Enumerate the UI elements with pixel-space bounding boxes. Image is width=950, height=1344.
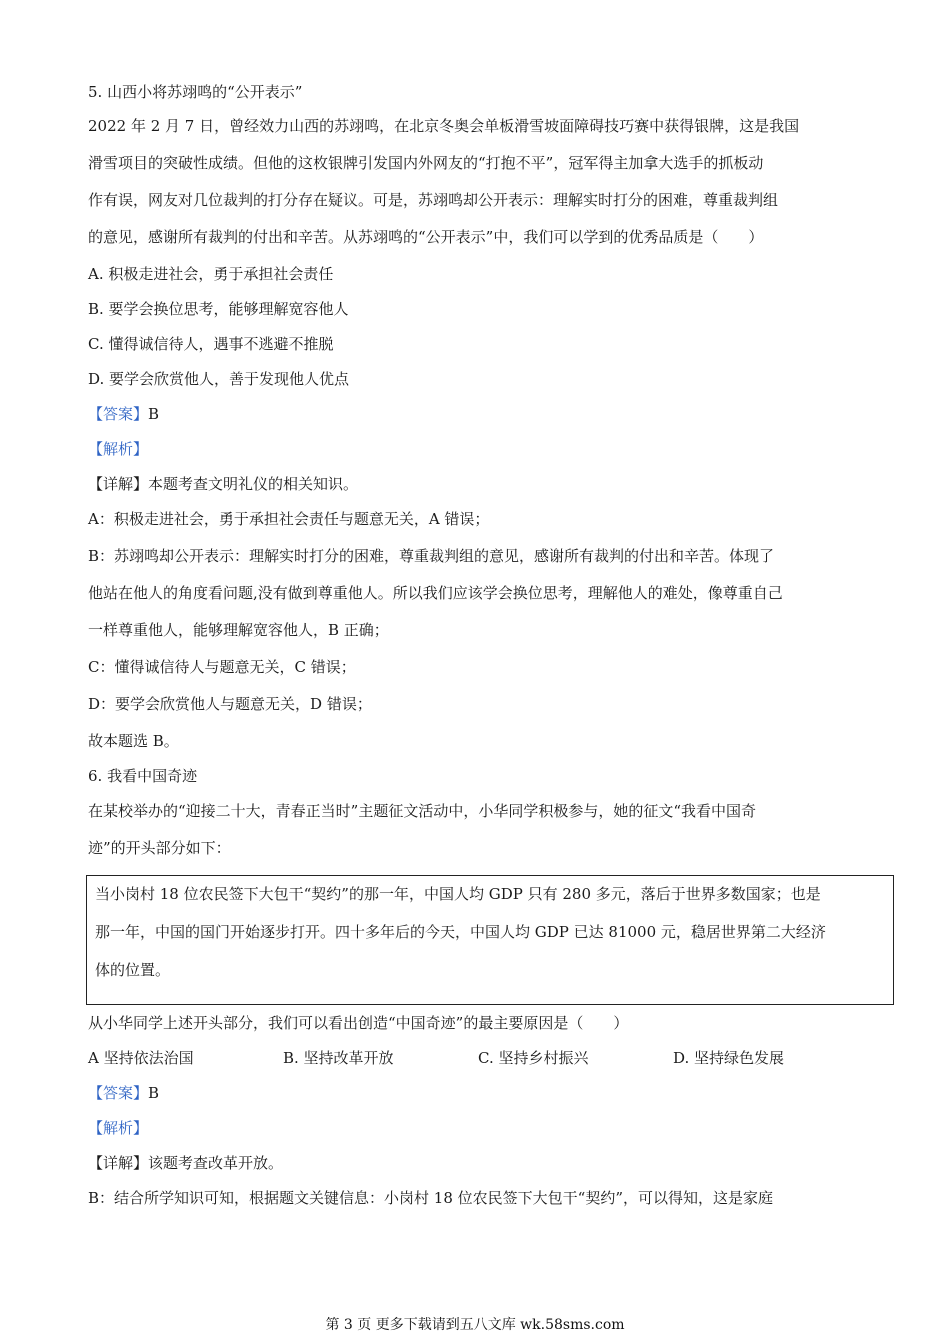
- q6-option-c: C. 坚持乡村振兴: [478, 1049, 589, 1067]
- q6-answer: [88, 1083, 878, 1118]
- q5-detail-line: C：懂得诚信待人与题意无关，C 错误；: [88, 658, 356, 676]
- q6-analysis: [88, 1118, 878, 1153]
- q6-excerpt-line: 那一年，中国的国门开始逐步打开。四十多年后的今天，中国人均 GDP 已达 81000 元，稳居世界第二大经济: [95, 923, 826, 941]
- q5-stem-line: 的意见，感谢所有裁判的付出和辛苦。从苏翊鸣的“公开表示”中，我们可以学到的优秀品质是（ ）: [88, 228, 764, 246]
- q5-stem-line: 作有误，网友对几位裁判的打分存在疑议。可是，苏翊鸣却公开表示：理解实时打分的困难，尊重裁判组: [88, 191, 779, 209]
- answer-value: B: [148, 405, 160, 423]
- q5-detail-line: B：苏翊鸣却公开表示：理解实时打分的困难，尊重裁判组的意见，感谢所有裁判的付出和辛苦。体现了: [88, 547, 775, 565]
- q6-stem-line: 迹”的开头部分如下：: [88, 839, 231, 857]
- q6-option-b: B. 坚持改革开放: [283, 1049, 394, 1067]
- q6-excerpt-line: 体的位置。: [95, 961, 171, 979]
- q5-option-b: B. 要学会换位思考，能够理解宽容他人: [88, 300, 349, 318]
- q5-conclusion: 故本题选 B。: [88, 732, 179, 750]
- detail-tag: 【详解】: [88, 1154, 149, 1172]
- q6-excerpt-box: [86, 875, 894, 1005]
- answer-tag: 【答案】: [88, 1084, 149, 1102]
- q6-excerpt-line: 当小岗村 18 位农民签下大包干“契约”的那一年，中国人均 GDP 只有 280 多元，落后于世界多数国家；也是: [95, 885, 821, 903]
- q5-answer: [88, 404, 878, 439]
- q5-analysis: [88, 439, 878, 474]
- answer-tag: 【答案】: [88, 405, 149, 423]
- q5-title: 5. 山西小将苏翊鸣的“公开表示”: [88, 83, 303, 101]
- q5-detail-intro: [88, 474, 878, 509]
- analysis-tag: 【解析】: [88, 440, 149, 458]
- q5-detail-line: A：积极走进社会，勇于承担社会责任与题意无关，A 错误；: [88, 510, 490, 528]
- page-footer: 第 3 页 更多下载请到五八文库 wk.58sms.com: [325, 1317, 625, 1333]
- q6-detail-intro: [88, 1153, 878, 1188]
- q5-option-c: C. 懂得诚信待人，遇事不逃避不推脱: [88, 335, 334, 353]
- q5-detail-line: D：要学会欣赏他人与题意无关，D 错误；: [88, 695, 372, 713]
- detail-tag: 【详解】: [88, 475, 149, 493]
- document-page: [88, 82, 878, 1225]
- q6-stem-line: 在某校举办的“迎接二十大，青春正当时”主题征文活动中，小华同学积极参与，她的征文“我看中国奇: [88, 802, 757, 820]
- answer-value: B: [148, 1084, 160, 1102]
- q6-question: 从小华同学上述开头部分，我们可以看出创造“中国奇迹”的最主要原因是（ ）: [88, 1014, 629, 1032]
- q5-stem-line: 滑雪项目的突破性成绩。但他的这枚银牌引发国内外网友的“打抱不平”，冠军得主加拿大选手的抓板动: [88, 154, 764, 172]
- q6-detail-line: B：结合所学知识可知，根据题文关键信息：小岗村 18 位农民签下大包干“契约”，可以得知，这是家庭: [88, 1189, 773, 1207]
- analysis-tag: 【解析】: [88, 1119, 149, 1137]
- q5-option-d: D. 要学会欣赏他人，善于发现他人优点: [88, 370, 350, 388]
- q6-title: 6. 我看中国奇迹: [88, 767, 198, 785]
- detail-intro-text: 本题考查文明礼仪的相关知识。: [148, 475, 359, 493]
- q6-options-row: [88, 1048, 878, 1083]
- q5-option-a: A. 积极走进社会，勇于承担社会责任: [88, 265, 334, 283]
- q5-detail-line: 他站在他人的角度看问题,没有做到尊重他人。所以我们应该学会换位思考，理解他人的难处，像尊重自己: [88, 584, 783, 602]
- detail-intro-text: 该题考查改革开放。: [148, 1154, 284, 1172]
- q6-option-d: D. 坚持绿色发展: [673, 1049, 785, 1067]
- q5-detail-line: 一样尊重他人，能够理解宽容他人，B 正确；: [88, 621, 389, 639]
- q5-stem-line: 2022 年 2 月 7 日，曾经效力山西的苏翊鸣，在北京冬奥会单板滑雪坡面障碍技巧赛中获得银牌，这是我国: [88, 117, 800, 135]
- q6-option-a: A 坚持依法治国: [88, 1049, 194, 1067]
